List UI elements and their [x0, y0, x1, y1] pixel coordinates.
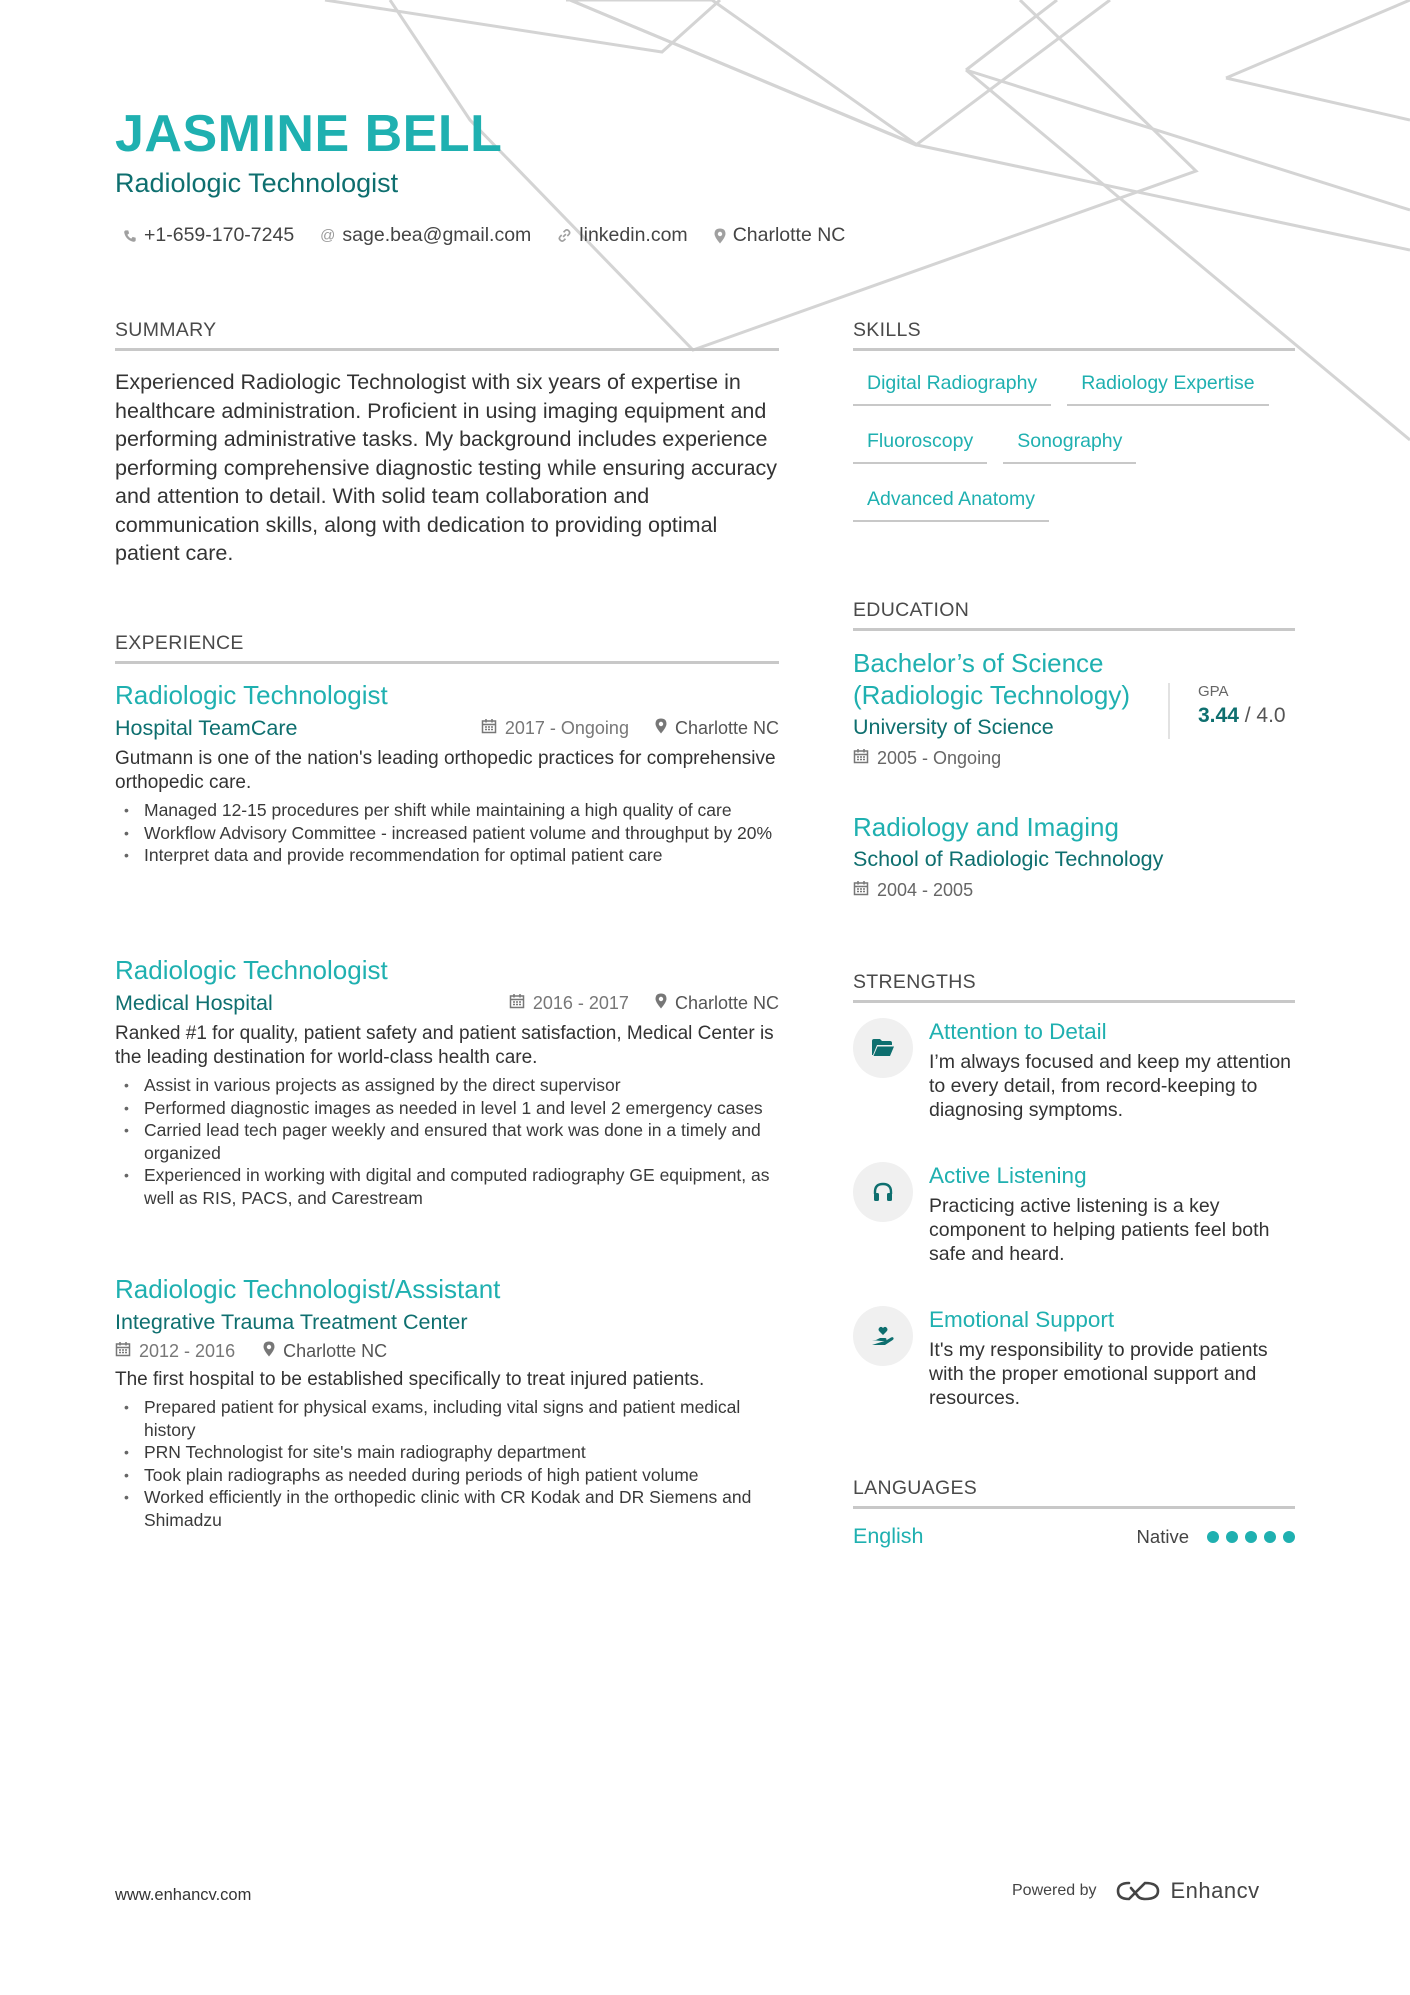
education-school: School of Radiologic Technology	[853, 847, 1164, 871]
contact-location	[714, 224, 846, 247]
job-bullet: • Carried lead tech pager weekly and ensured that work was done in a timely and organized	[115, 1119, 779, 1164]
contact-email[interactable]	[320, 224, 531, 247]
experience-item	[115, 953, 779, 1209]
language-name: English	[853, 1524, 924, 1548]
enhancv-logo-icon	[1115, 1879, 1161, 1903]
education-degree: Radiology and Imaging	[853, 812, 1119, 842]
candidate-name: JASMINE BELL	[115, 105, 503, 163]
job-bullet: • Worked efficiently in the orthopedic clinic with CR Kodak and DR Siemens and Shimadzu	[115, 1486, 779, 1531]
proficiency-dot	[1207, 1531, 1219, 1543]
gpa-block	[1168, 683, 1286, 739]
strength-description: It's my responsibility to provide patients with the proper emotional support and resources.	[929, 1339, 1268, 1409]
headphones-icon	[853, 1162, 913, 1222]
phone-icon	[123, 229, 137, 243]
job-bullet: • Managed 12-15 procedures per shift while maintaining a high quality of care	[115, 799, 779, 822]
job-description: Gutmann is one of the nation's leading orthopedic practices for comprehensive orthopedic care.	[115, 748, 776, 793]
strength-item	[853, 1306, 1295, 1410]
job-bullet: • Interpret data and provide recommendation for optimal patient care	[115, 844, 779, 867]
job-location: Charlotte NC	[674, 718, 779, 738]
education-item	[853, 647, 1153, 769]
proficiency-dot	[1264, 1531, 1276, 1543]
contact-linkedin-text: linkedin.com	[579, 224, 688, 246]
strength-title: Emotional Support	[929, 1307, 1115, 1332]
powered-by-label: Powered by	[1012, 1882, 1097, 1899]
job-description: The first hospital to be established specifically to treat injured patients.	[115, 1369, 705, 1390]
strengths-heading: STRENGTHS	[853, 971, 1295, 1003]
hand-heart-icon	[853, 1306, 913, 1366]
languages-heading: LANGUAGES	[853, 1477, 1295, 1509]
strength-description: I’m always focused and keep my attention to every detail, from record-keeping to diagnosing symptoms.	[929, 1051, 1292, 1121]
job-bullets	[115, 1074, 779, 1209]
education-item	[853, 811, 1295, 901]
job-location: Charlotte NC	[674, 993, 779, 1013]
skill-tag: Sonography	[1003, 424, 1136, 464]
link-icon	[557, 228, 572, 243]
strength-item	[853, 1018, 1295, 1122]
education-heading: EDUCATION	[853, 599, 1295, 631]
footer-branding	[1012, 1878, 1260, 1904]
strength-item	[853, 1162, 1295, 1266]
skills-heading: SKILLS	[853, 319, 1295, 351]
proficiency-dot	[1283, 1531, 1295, 1543]
job-dates: 2012 - 2016	[139, 1341, 236, 1361]
language-proficiency-dots	[1207, 1531, 1295, 1543]
skill-tag: Digital Radiography	[853, 366, 1051, 406]
job-bullet: • Prepared patient for physical exams, including vital signs and patient medical history	[115, 1396, 779, 1441]
calendar-icon	[481, 718, 497, 739]
candidate-role: Radiologic Technologist	[115, 168, 399, 198]
job-bullets	[115, 799, 779, 867]
job-description: Ranked #1 for quality, patient safety and patient satisfaction, Medical Center is the leading destination for world-class health care.	[115, 1023, 774, 1068]
skill-tag: Advanced Anatomy	[853, 482, 1049, 522]
contact-email-text: sage.bea@gmail.com	[342, 224, 532, 246]
gpa-max: / 4.0	[1244, 704, 1286, 727]
summary-heading: SUMMARY	[115, 319, 779, 351]
job-company: Integrative Trauma Treatment Center	[115, 1310, 468, 1334]
strength-title: Attention to Detail	[929, 1019, 1107, 1044]
location-icon	[263, 1341, 275, 1362]
contact-bar	[123, 224, 845, 247]
job-bullet: • Took plain radiographs as needed during periods of high patient volume	[115, 1464, 779, 1487]
skill-tag: Radiology Expertise	[1067, 366, 1268, 406]
summary-text: Experienced Radiologic Technologist with six years of expertise in healthcare administration. Proficient in using imaging equipment and performing administrative tasks. My background includes experience performing comprehensive diagnostic testing while ensuring accuracy and attention to detail. With solid team collaboration and communication skills, along with dedication to providing optimal patient care.	[115, 370, 778, 565]
education-dates: 2005 - Ongoing	[877, 748, 1002, 768]
job-bullets	[115, 1396, 779, 1531]
location-icon	[714, 228, 726, 244]
education-school: University of Science	[853, 715, 1054, 739]
language-item	[853, 1524, 1295, 1549]
location-icon	[655, 993, 667, 1014]
gpa-label: GPA	[1198, 683, 1229, 700]
at-icon: @	[320, 227, 336, 244]
experience-heading: EXPERIENCE	[115, 632, 779, 664]
experience-item	[115, 678, 779, 867]
proficiency-dot	[1226, 1531, 1238, 1543]
folder-open-icon	[853, 1018, 913, 1078]
location-icon	[655, 718, 667, 739]
job-bullet: • Assist in various projects as assigned by the direct supervisor	[115, 1074, 779, 1097]
skill-tag: Fluoroscopy	[853, 424, 987, 464]
contact-phone-text: +1-659-170-7245	[144, 224, 295, 246]
enhancv-logo[interactable]	[1115, 1878, 1260, 1904]
job-bullet: • Workflow Advisory Committee - increased patient volume and throughput by 20%	[115, 822, 779, 845]
job-company: Medical Hospital	[115, 991, 273, 1015]
education-degree: Bachelor’s of Science (Radiologic Technology)	[853, 648, 1131, 710]
job-bullet: • Experienced in working with digital and computed radiography GE equipment, as well as RIS, PACS, and Carestream	[115, 1164, 779, 1209]
contact-location-text: Charlotte NC	[732, 224, 846, 246]
calendar-icon	[853, 880, 869, 901]
footer-website[interactable]: www.enhancv.com	[115, 1886, 252, 1904]
job-title: Radiologic Technologist	[115, 680, 388, 710]
job-bullet: • Performed diagnostic images as needed in level 1 and level 2 emergency cases	[115, 1097, 779, 1120]
calendar-icon	[115, 1341, 131, 1362]
job-dates: 2017 - Ongoing	[504, 718, 629, 738]
calendar-icon	[509, 993, 525, 1014]
job-bullet: • PRN Technologist for site's main radiography department	[115, 1441, 779, 1464]
strength-description: Practicing active listening is a key component to helping patients feel both safe and heard.	[929, 1195, 1270, 1265]
brand-name: Enhancv	[1170, 1878, 1260, 1903]
job-dates: 2016 - 2017	[532, 993, 629, 1013]
gpa-value: 3.44	[1198, 704, 1239, 727]
experience-item	[115, 1272, 779, 1531]
contact-linkedin[interactable]	[557, 224, 687, 247]
job-title: Radiologic Technologist/Assistant	[115, 1274, 501, 1304]
contact-phone[interactable]	[123, 224, 294, 247]
proficiency-dot	[1245, 1531, 1257, 1543]
education-dates: 2004 - 2005	[877, 880, 974, 900]
language-level: Native	[1136, 1525, 1189, 1547]
job-location: Charlotte NC	[283, 1341, 388, 1361]
skills-list	[853, 366, 1303, 540]
job-company: Hospital TeamCare	[115, 716, 298, 740]
strength-title: Active Listening	[929, 1163, 1087, 1188]
calendar-icon	[853, 748, 869, 769]
job-title: Radiologic Technologist	[115, 955, 388, 985]
